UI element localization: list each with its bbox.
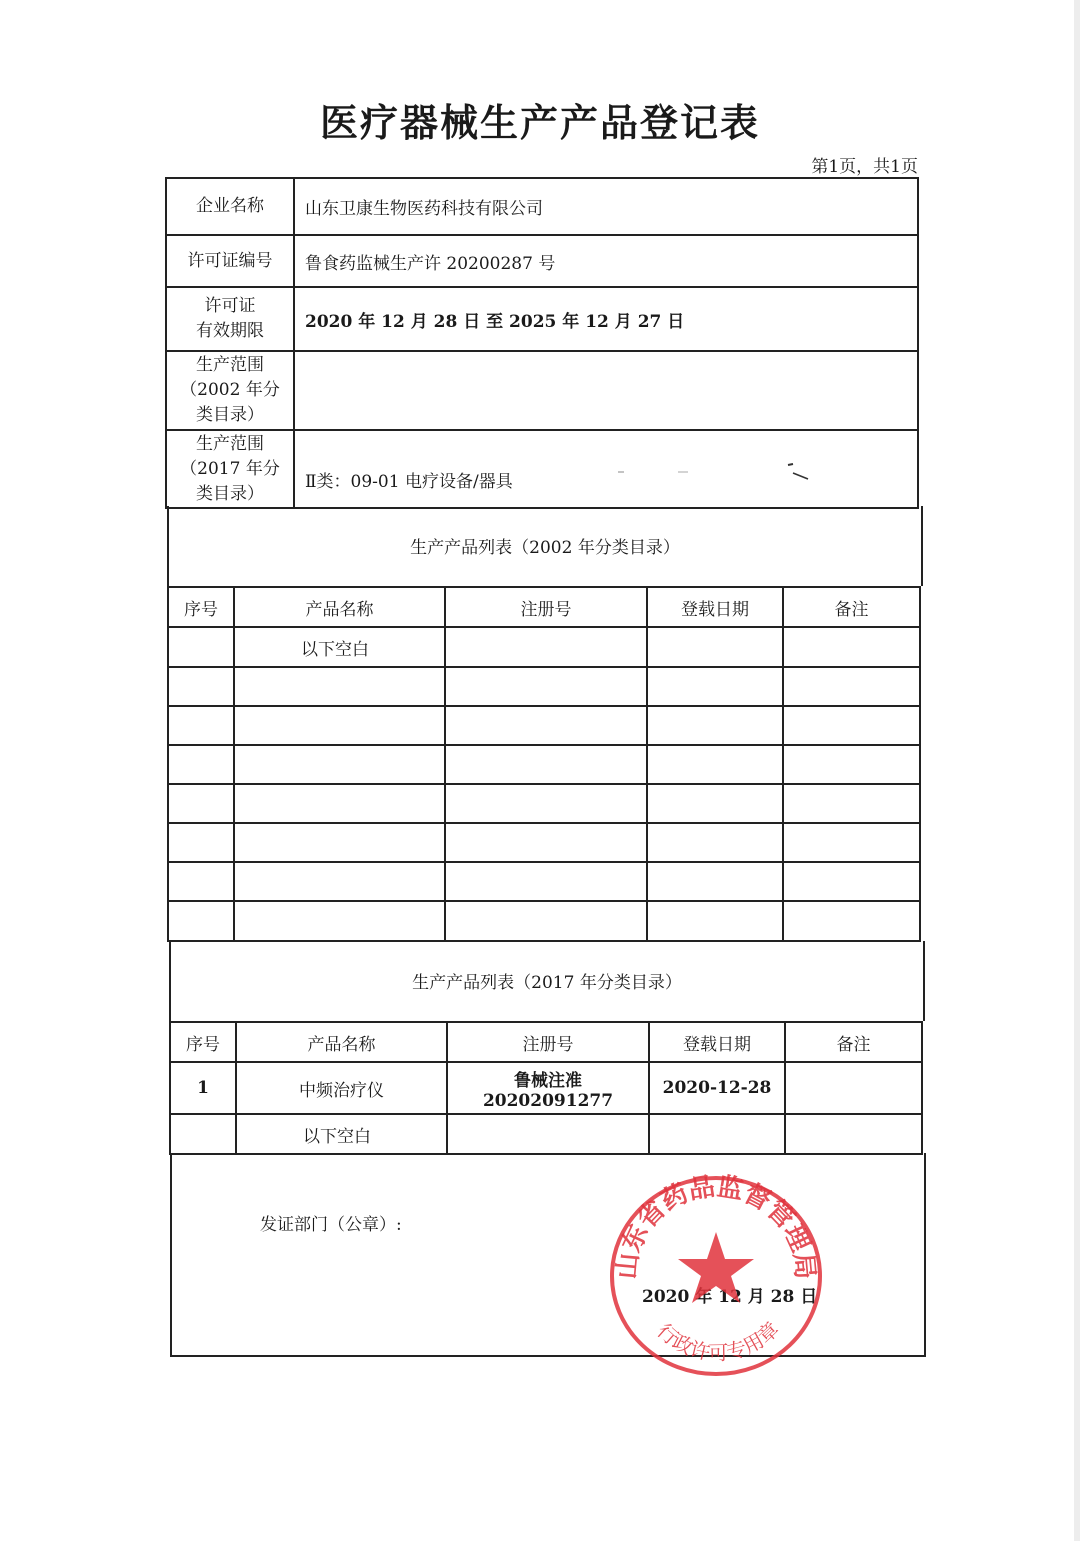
row-reg-no: 鲁械注准 20202091277 <box>447 1062 649 1114</box>
header-note: 备注 <box>785 1022 922 1062</box>
scope-2002-row <box>166 351 918 430</box>
license-value: 鲁食药监械生产许 20200287 号 <box>294 235 918 287</box>
issuer-label: 发证部门（公章）: <box>260 1215 402 1235</box>
blank-marker: 以下空白 <box>234 627 445 667</box>
table-row <box>168 784 920 823</box>
header-date: 登载日期 <box>647 587 783 627</box>
table-row <box>168 823 920 862</box>
header-reg-no: 注册号 <box>445 587 647 627</box>
header-reg-no: 注册号 <box>447 1022 649 1062</box>
scope-2002-label: 生产范围 （2002 年分 类目录） <box>166 351 294 430</box>
table-row <box>170 1062 922 1114</box>
page-edge <box>1074 0 1080 1541</box>
scope-2002-value <box>294 351 918 430</box>
list-2002-title: 生产产品列表（2002 年分类目录） <box>167 506 923 586</box>
table-row <box>168 627 920 667</box>
enterprise-info-table <box>165 177 919 509</box>
scope-2017-value: Ⅱ类：09-01 电疗设备/器具 <box>294 430 918 508</box>
header-note: 备注 <box>783 587 920 627</box>
header-product-name: 产品名称 <box>234 587 445 627</box>
page-number: 第1页，共1页 <box>811 157 918 177</box>
table-header <box>170 1022 922 1062</box>
validity-label: 许可证 有效期限 <box>166 287 294 351</box>
list-2017-title: 生产产品列表（2017 年分类目录） <box>169 941 925 1021</box>
table-row <box>168 706 920 745</box>
company-value: 山东卫康生物医药科技有限公司 <box>294 178 918 235</box>
validity-row <box>166 287 918 351</box>
row-product-name: 中频治疗仪 <box>236 1062 447 1114</box>
row-seq: 1 <box>170 1062 236 1114</box>
company-label: 企业名称 <box>166 178 294 235</box>
validity-value: 2020 年 12 月 28 日 至 2025 年 12 月 27 日 <box>294 287 918 351</box>
header-date: 登载日期 <box>649 1022 785 1062</box>
official-seal <box>602 1172 830 1380</box>
row-note <box>785 1062 922 1114</box>
license-label: 许可证编号 <box>166 235 294 287</box>
table-row <box>168 745 920 784</box>
scan-noise <box>518 455 898 495</box>
header-seq: 序号 <box>170 1022 236 1062</box>
document-title: 医疗器械生产产品登记表 <box>319 101 760 145</box>
row-date: 2020-12-28 <box>649 1062 785 1114</box>
table-row <box>168 901 920 941</box>
svg-text:行政许可专用章: 行政许可专用章 <box>652 1316 784 1365</box>
table-row <box>168 667 920 706</box>
table-row <box>168 862 920 901</box>
header-seq: 序号 <box>168 587 234 627</box>
header-product-name: 产品名称 <box>236 1022 447 1062</box>
license-row <box>166 235 918 287</box>
product-list-2002 <box>167 586 921 942</box>
blank-marker: 以下空白 <box>236 1114 447 1154</box>
svg-text:山东省药品监督管理局: 山东省药品监督管理局 <box>612 1172 820 1281</box>
issue-date: 2020 年 12 月 28 日 <box>642 1287 818 1307</box>
table-header <box>168 587 920 627</box>
scope-2017-label: 生产范围 （2017 年分 类目录） <box>166 430 294 508</box>
company-row <box>166 178 918 235</box>
product-list-2017 <box>169 1021 923 1155</box>
scope-2017-row <box>166 430 918 508</box>
table-row <box>170 1114 922 1154</box>
